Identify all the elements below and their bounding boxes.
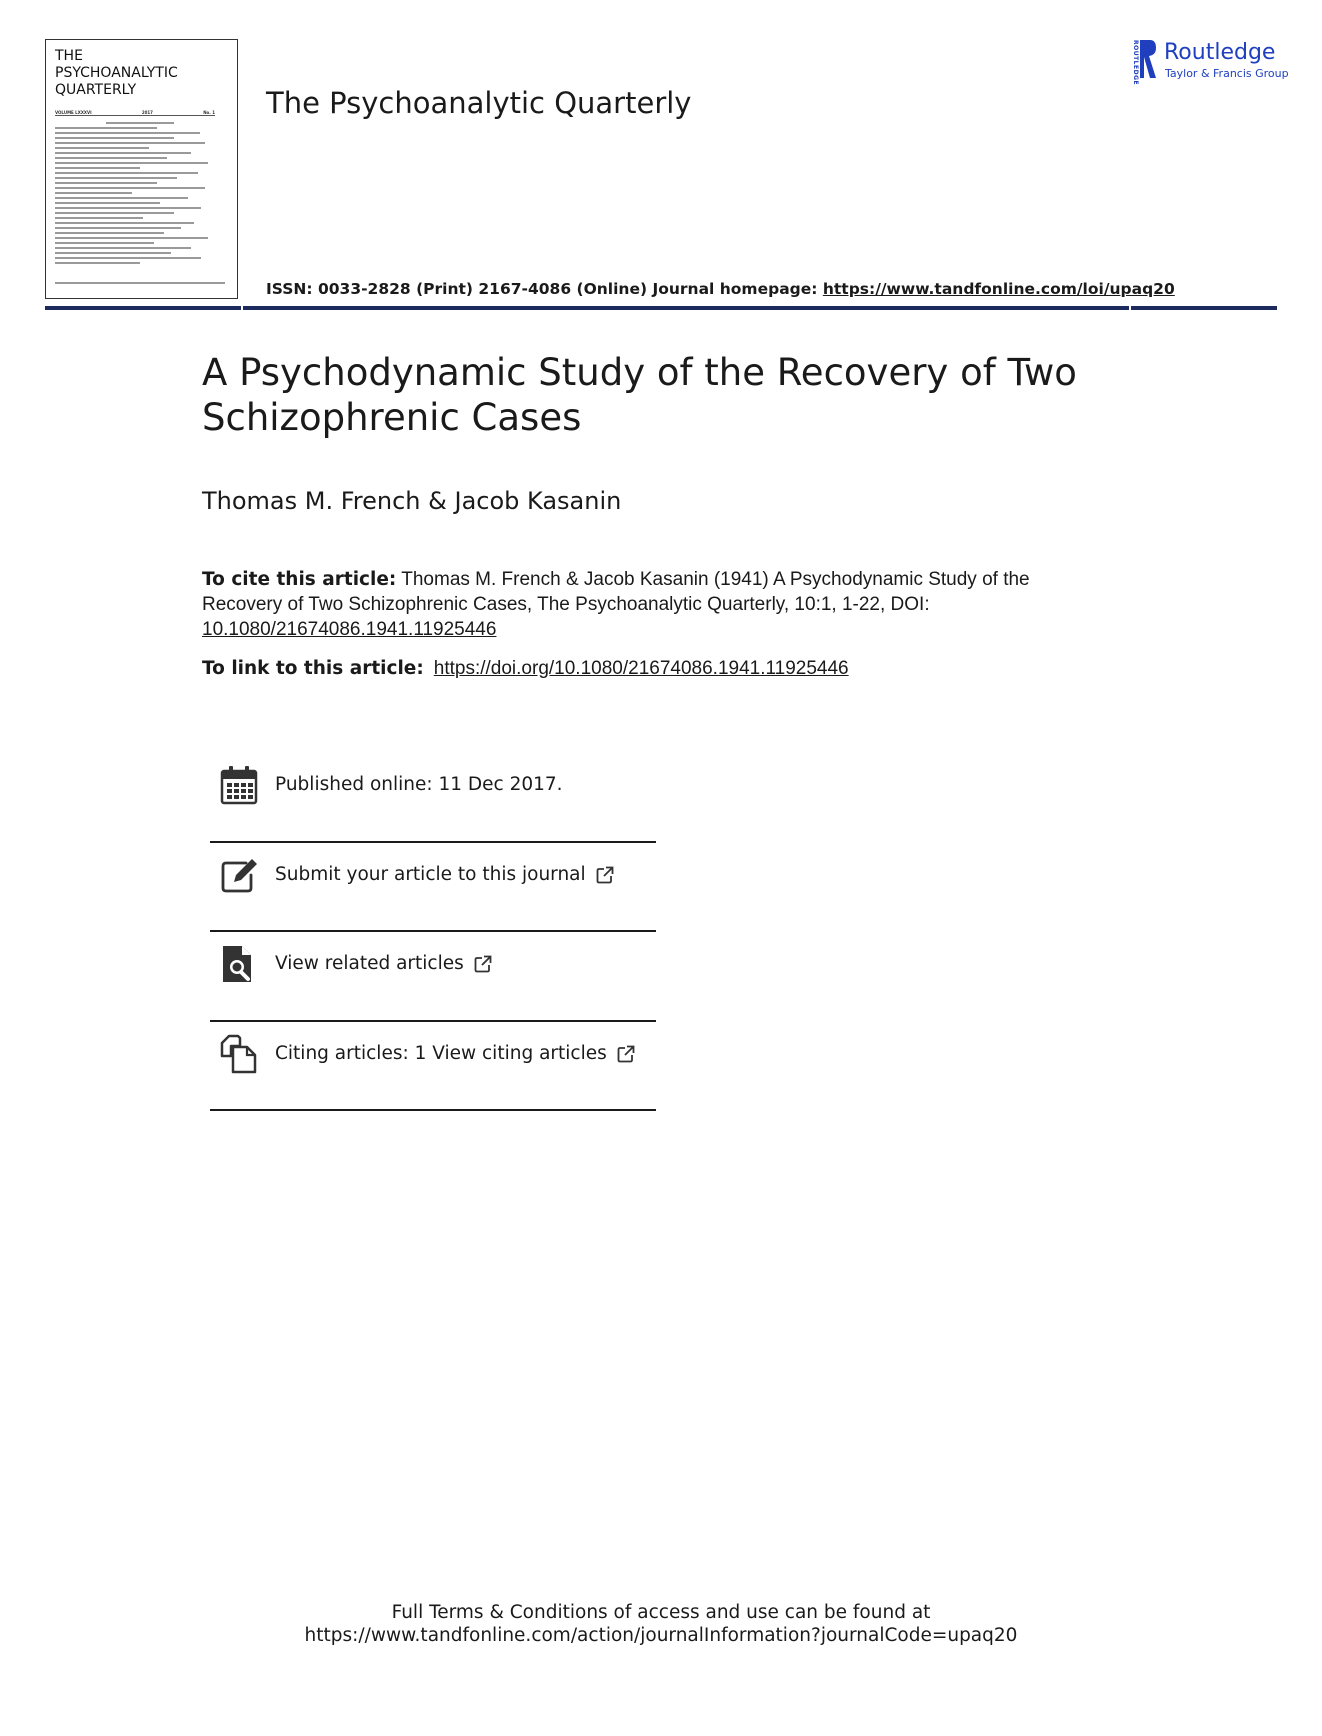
cite-doi-link[interactable]: 10.1080/21674086.1941.11925446: [202, 619, 497, 640]
publisher-group: Taylor & Francis Group: [1165, 67, 1289, 80]
footer-terms-link[interactable]: https://www.tandfonline.com/action/journalInformation?journalCode=upaq20: [304, 1625, 1018, 1646]
article-doi-link[interactable]: https://doi.org/10.1080/21674086.1941.11925446: [433, 658, 849, 679]
terms-footer: [0, 1601, 1322, 1647]
article-authors: Thomas M. French & Jacob Kasanin: [202, 487, 622, 515]
journal-name: The Psychoanalytic Quarterly: [266, 86, 692, 120]
journal-homepage-link[interactable]: https://www.tandfonline.com/loi/upaq20: [822, 280, 1175, 298]
calendar-icon: [220, 765, 258, 805]
submit-article-row[interactable]: [210, 831, 656, 919]
published-online-text: Published online: 11 Dec 2017.: [275, 774, 563, 795]
external-link-icon: [617, 1045, 635, 1063]
cover-title: THE PSYCHOANALYTIC QUARTERLY: [55, 48, 178, 98]
footer-line1: Full Terms & Conditions of access and use can be found at: [391, 1602, 931, 1623]
document-search-icon: [220, 944, 258, 984]
publisher-logo: [1128, 38, 1288, 86]
cover-meta: VOLUME LXXXVI 2017 No. 1: [55, 110, 215, 115]
citation-block: [202, 567, 1082, 642]
cite-label: To cite this article:: [202, 569, 397, 590]
journal-cover-thumbnail: [45, 39, 238, 299]
related-articles-link[interactable]: View related articles: [275, 953, 492, 974]
header-rule-break: [241, 306, 243, 310]
cover-contents-lines: [55, 122, 225, 267]
publisher-vertical-text: ROUTLEDGE: [1132, 40, 1139, 86]
info-divider: [210, 1109, 656, 1111]
article-title: A Psychodynamic Study of the Recovery of Two Schizophrenic Cases: [202, 351, 1077, 439]
cover-footer-rule: [55, 282, 225, 284]
submit-article-link[interactable]: Submit your article to this journal: [275, 864, 614, 885]
article-link-line: [202, 658, 849, 680]
link-label: To link to this article:: [202, 658, 424, 679]
header-rule-break: [1129, 306, 1131, 310]
edit-icon: [220, 855, 258, 895]
publisher-name: Routledge: [1164, 40, 1276, 65]
external-link-icon: [596, 866, 614, 884]
header-rule: [45, 306, 1277, 310]
citing-articles-row[interactable]: [210, 1010, 656, 1098]
issn-line: ISSN: 0033-2828 (Print) 2167-4086 (Online) Journal homepage: https://www.tandfonline.com/loi/upaq20: [266, 280, 1175, 298]
citing-articles-link[interactable]: Citing articles: 1 View citing articles: [275, 1043, 635, 1064]
external-link-icon: [474, 955, 492, 973]
published-online-row: [210, 741, 656, 829]
cite-text: Thomas M. French & Jacob Kasanin (1941) A Psychodynamic Study of the Recovery of Two Schizophrenic Cases, The Psychoanalytic Quarterly, 10:1, 1-22, DOI:: [202, 569, 1030, 615]
copy-documents-icon: [220, 1034, 258, 1074]
related-articles-row[interactable]: [210, 920, 656, 1008]
